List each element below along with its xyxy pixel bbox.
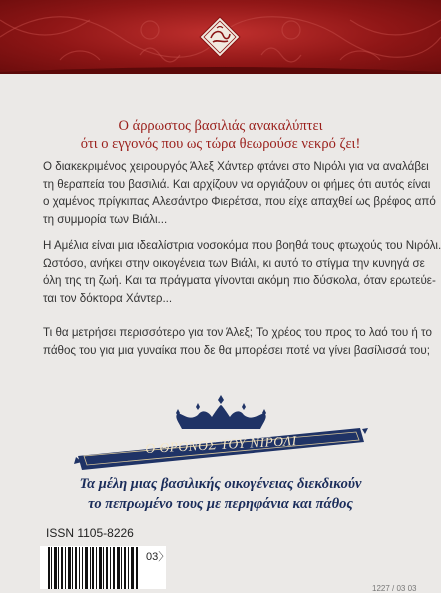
paragraph-line: Ωστόσο, ανήκει στην οικογένεια των Βιάλι, κι αυτό το στίγμα την κυνηγά σε [43, 256, 425, 270]
top-banner [0, 0, 441, 74]
paragraph-line: τη θεραπεία του βασιλιά. Και αρχίζουν να οργιάζουν οι φήμες ότι αυτός είναι [43, 177, 431, 191]
synopsis-paragraph-1 [43, 158, 436, 229]
paragraph-line: όλη της τη ζωή. Και τα πράγματα γίνονται ακόμη πιο δύσκολα, όταν ερωτεύε- [43, 274, 436, 288]
series-title: Ο ΘΡΟΝΟΣ ΤΟΥ ΝΙΡΟΛΙ [144, 433, 297, 456]
series-slogan-line-1: Τα μέλη μιας βασιλικής οικογένειας διεκδικούν [79, 476, 362, 492]
paragraph-line: τη συμμορία των Βιάλι... [43, 213, 168, 227]
addon-arrow-icon: 〉 [158, 551, 170, 563]
paragraph-line: Τι θα μετρήσει περισσότερο για τον Άλεξ; Το χρέος του προς το λαό του ή το [43, 326, 432, 339]
paragraph-line: πάθος του για μια γυναίκα που δε θα μπορέσει ποτέ να γίνει βασίλισσά του; [43, 343, 430, 357]
barcode-addon-code [146, 548, 169, 564]
synopsis-paragraph-2 [43, 237, 441, 308]
paragraph-line: ο χαμένος πρίγκιπας Αλεσάντρο Φιερέτσα, που είχε απαχθεί ως βρέφος από [43, 195, 436, 209]
paragraph-line: ται τον δόκτορα Χάντερ... [43, 292, 173, 306]
addon-digits: 03 [146, 551, 159, 563]
series-slogan-line-2: το πεπρωμένο τους με περηφάνια και πάθος [88, 496, 353, 512]
corner-code: 1227 / 03 03 [372, 584, 417, 593]
tagline-line-1: Ο άρρωστος βασιλιάς ανακαλύπτει [118, 118, 323, 134]
issn-label: ISSN 1105-8226 [46, 526, 134, 540]
paragraph-line: Η Αμέλια είναι μια ιδεαλίστρια νοσοκόμα που βοηθά τους φτωχούς του Νιρόλι. [43, 239, 441, 252]
tagline-line-2: ότι ο εγγονός που ως τώρα θεωρούσε νεκρό ζει! [80, 136, 361, 152]
barcode-icon [48, 547, 140, 589]
publisher-logo-diamond-icon [199, 16, 241, 58]
synopsis-paragraph-3 [43, 324, 432, 359]
paragraph-line: Ο διακεκριμένος χειρουργός Άλεξ Χάντερ φτάνει στο Νιρόλι για να αναλάβει [43, 160, 429, 173]
